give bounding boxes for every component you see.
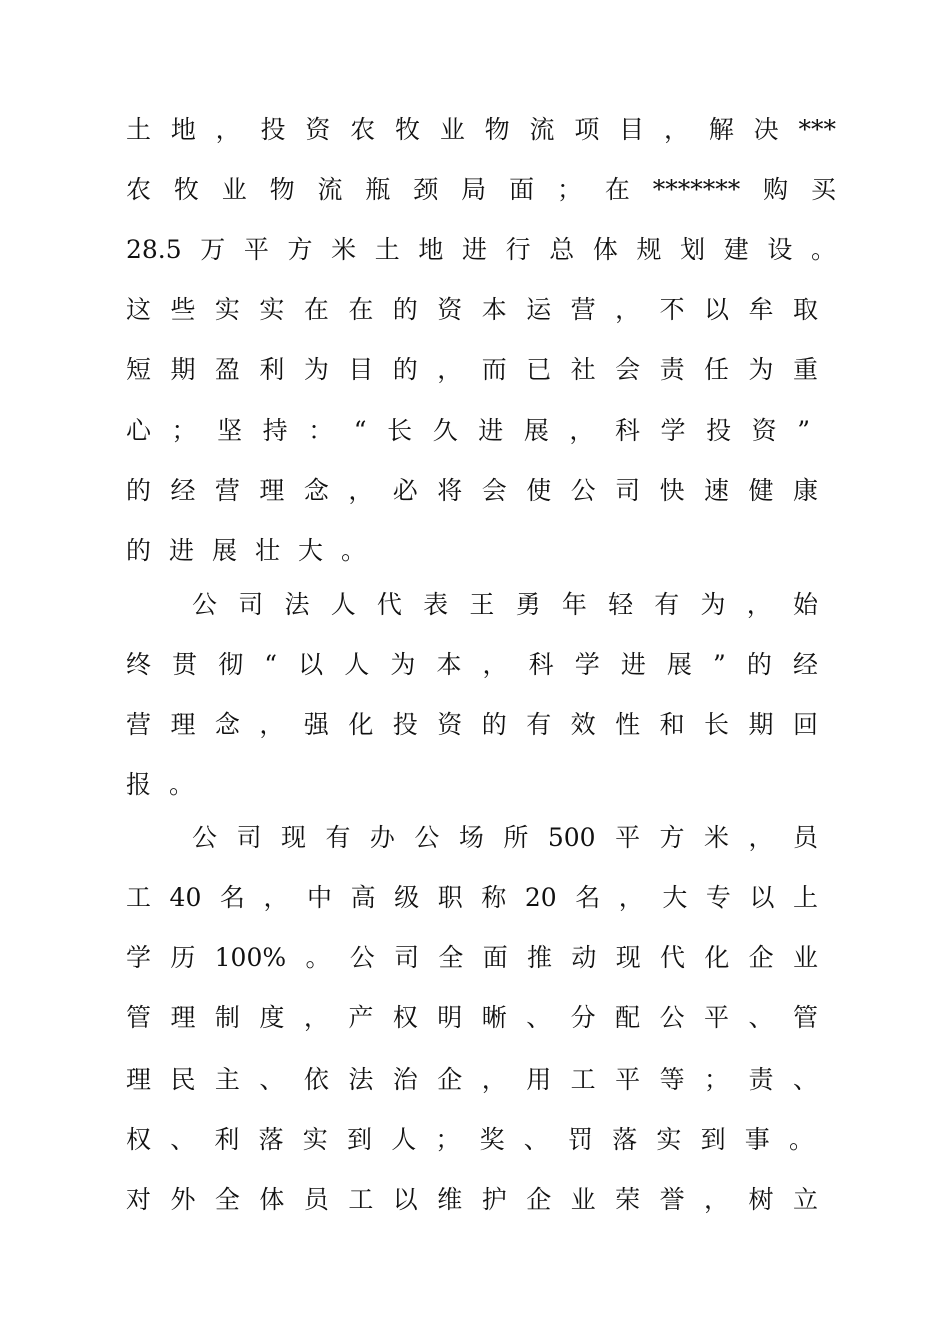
- text-line: 土地，投资农牧业物流项目，解决***: [126, 115, 836, 144]
- text-line: 报。: [126, 770, 213, 799]
- text-line: 工40名，中高级职称20名，大专以上: [126, 883, 818, 912]
- text-line: 营理念，强化投资的有效性和长期回: [126, 710, 818, 739]
- text-line: 28.5万平方米土地进行总体规划建设。: [126, 235, 836, 264]
- text-line: 农牧业物流瓶颈局面；在*******购买: [126, 175, 836, 204]
- text-line: 理民主、依法治企，用工平等；责、: [126, 1065, 818, 1094]
- text-line: 对外全体员工以维护企业荣誉，树立: [126, 1185, 818, 1214]
- text-line: 公司法人代表王勇年轻有为，始: [192, 590, 818, 619]
- text-line: 权、利落实到人；奖、罚落实到事。: [126, 1125, 814, 1154]
- text-line: 的经营理念，必将会使公司快速健康: [126, 476, 818, 505]
- text-line: 短期盈利为目的，而已社会责任为重: [126, 355, 818, 384]
- text-line: 学历100%。公司全面推动现代化企业: [126, 943, 818, 972]
- text-line: 管理制度，产权明晰、分配公平、管: [126, 1003, 818, 1032]
- text-line: 终贯彻“以人为本，科学进展”的经: [126, 650, 818, 679]
- text-line: 心；坚持：“长久进展，科学投资”: [126, 416, 810, 445]
- text-line: 这些实实在在的资本运营，不以牟取: [126, 295, 818, 324]
- text-line: 公司现有办公场所500平方米，员: [192, 823, 818, 852]
- text-line: 的进展壮大。: [126, 536, 385, 565]
